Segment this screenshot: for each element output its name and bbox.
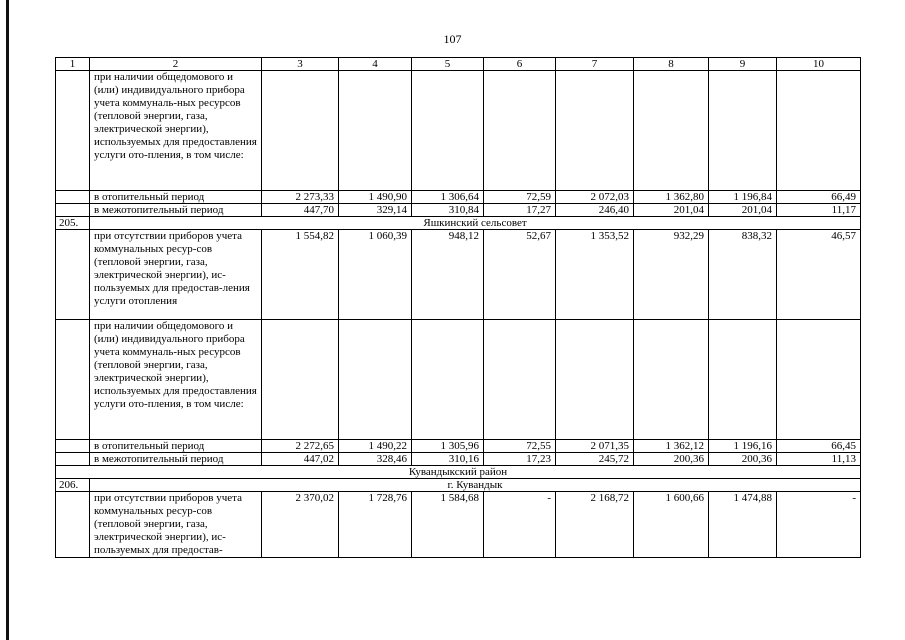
value-cell: 838,32 bbox=[709, 230, 777, 320]
district-row bbox=[56, 466, 861, 479]
value-cell: 1 490,90 bbox=[339, 191, 412, 204]
row-description: при наличии общедомового и (или) индивидуального прибора учета коммуналь-ных ресурсов (тепловой энергии, газа, электрической энергии), используемых для предоставления услуги ото-пления, в том числе: bbox=[90, 71, 262, 191]
value-cell: - bbox=[484, 492, 556, 558]
column-header: 2 bbox=[90, 58, 262, 71]
value-cell: 310,84 bbox=[412, 204, 484, 217]
value-cell bbox=[709, 71, 777, 191]
page-number: 107 bbox=[443, 32, 462, 46]
value-cell: 328,46 bbox=[339, 453, 412, 466]
column-header: 3 bbox=[262, 58, 339, 71]
value-cell: 200,36 bbox=[634, 453, 709, 466]
value-cell: 2 272,65 bbox=[262, 440, 339, 453]
value-cell: 2 072,03 bbox=[556, 191, 634, 204]
value-cell: 72,55 bbox=[484, 440, 556, 453]
table-row bbox=[56, 492, 861, 558]
table-row bbox=[56, 191, 861, 204]
table-row bbox=[56, 440, 861, 453]
value-cell: 246,40 bbox=[556, 204, 634, 217]
value-cell: 52,67 bbox=[484, 230, 556, 320]
value-cell: 1 362,80 bbox=[634, 191, 709, 204]
value-cell: 1 554,82 bbox=[262, 230, 339, 320]
value-cell bbox=[709, 320, 777, 440]
row-description: в межотопительный период bbox=[90, 453, 262, 466]
value-cell: 1 353,52 bbox=[556, 230, 634, 320]
value-cell: 245,72 bbox=[556, 453, 634, 466]
section-title: г. Кувандык bbox=[90, 479, 861, 492]
value-cell: 2 273,33 bbox=[262, 191, 339, 204]
district-title: Кувандыкский район bbox=[56, 466, 861, 479]
row-number-cell bbox=[56, 440, 90, 453]
section-row bbox=[56, 217, 861, 230]
row-description: в отопительный период bbox=[90, 191, 262, 204]
tariff-table bbox=[55, 57, 861, 558]
value-cell: 1 196,16 bbox=[709, 440, 777, 453]
value-cell: 1 584,68 bbox=[412, 492, 484, 558]
row-description: при отсутствии приборов учета коммунальных ресур-сов (тепловой энергии, газа, электрической энергии), ис-пользуемых для предостав- bbox=[90, 492, 262, 558]
value-cell bbox=[412, 320, 484, 440]
value-cell bbox=[339, 71, 412, 191]
value-cell: 11,13 bbox=[777, 453, 861, 466]
value-cell: 201,04 bbox=[709, 204, 777, 217]
column-header: 4 bbox=[339, 58, 412, 71]
value-cell: 1 600,66 bbox=[634, 492, 709, 558]
row-number-cell bbox=[56, 453, 90, 466]
value-cell: 447,02 bbox=[262, 453, 339, 466]
column-header: 9 bbox=[709, 58, 777, 71]
value-cell: 1 306,64 bbox=[412, 191, 484, 204]
value-cell: 11,17 bbox=[777, 204, 861, 217]
value-cell bbox=[634, 320, 709, 440]
value-cell: 200,36 bbox=[709, 453, 777, 466]
row-number-cell bbox=[56, 320, 90, 440]
value-cell: 66,45 bbox=[777, 440, 861, 453]
section-row bbox=[56, 479, 861, 492]
table-row bbox=[56, 320, 861, 440]
row-number-cell bbox=[56, 71, 90, 191]
value-cell: 17,27 bbox=[484, 204, 556, 217]
value-cell bbox=[556, 320, 634, 440]
value-cell: 1 490,22 bbox=[339, 440, 412, 453]
table-row bbox=[56, 453, 861, 466]
table-row bbox=[56, 230, 861, 320]
row-description: в отопительный период bbox=[90, 440, 262, 453]
row-description: в межотопительный период bbox=[90, 204, 262, 217]
column-header-row bbox=[56, 58, 861, 71]
column-header: 10 bbox=[777, 58, 861, 71]
value-cell: 1 474,88 bbox=[709, 492, 777, 558]
row-description: при отсутствии приборов учета коммунальных ресур-сов (тепловой энергии, газа, электрической энергии), ис-пользуемых для предостав-ления услуги отопления bbox=[90, 230, 262, 320]
table-row bbox=[56, 71, 861, 191]
value-cell: 2 168,72 bbox=[556, 492, 634, 558]
value-cell: - bbox=[777, 492, 861, 558]
value-cell bbox=[484, 71, 556, 191]
value-cell: 310,16 bbox=[412, 453, 484, 466]
value-cell: 1 362,12 bbox=[634, 440, 709, 453]
value-cell: 329,14 bbox=[339, 204, 412, 217]
column-header: 7 bbox=[556, 58, 634, 71]
value-cell: 72,59 bbox=[484, 191, 556, 204]
value-cell bbox=[339, 320, 412, 440]
row-number-cell bbox=[56, 204, 90, 217]
value-cell bbox=[556, 71, 634, 191]
row-number-cell bbox=[56, 191, 90, 204]
value-cell: 1 728,76 bbox=[339, 492, 412, 558]
value-cell bbox=[262, 71, 339, 191]
column-header: 8 bbox=[634, 58, 709, 71]
column-header: 6 bbox=[484, 58, 556, 71]
value-cell bbox=[777, 320, 861, 440]
value-cell: 1 305,96 bbox=[412, 440, 484, 453]
value-cell bbox=[262, 320, 339, 440]
column-header: 5 bbox=[412, 58, 484, 71]
value-cell: 447,70 bbox=[262, 204, 339, 217]
page-binding-edge bbox=[6, 0, 9, 640]
value-cell bbox=[412, 71, 484, 191]
value-cell: 66,49 bbox=[777, 191, 861, 204]
column-header: 1 bbox=[56, 58, 90, 71]
table-row bbox=[56, 204, 861, 217]
row-number-cell bbox=[56, 492, 90, 558]
section-title: Яшкинский сельсовет bbox=[90, 217, 861, 230]
value-cell: 932,29 bbox=[634, 230, 709, 320]
row-description: при наличии общедомового и (или) индивидуального прибора учета коммуналь-ных ресурсов (тепловой энергии, газа, электрической энергии), используемых для предоставления услуги ото-пления, в том числе: bbox=[90, 320, 262, 440]
value-cell: 46,57 bbox=[777, 230, 861, 320]
value-cell: 201,04 bbox=[634, 204, 709, 217]
value-cell: 948,12 bbox=[412, 230, 484, 320]
section-number: 206. bbox=[56, 479, 90, 492]
value-cell bbox=[634, 71, 709, 191]
value-cell bbox=[484, 320, 556, 440]
value-cell bbox=[777, 71, 861, 191]
value-cell: 2 370,02 bbox=[262, 492, 339, 558]
value-cell: 2 071,35 bbox=[556, 440, 634, 453]
value-cell: 1 060,39 bbox=[339, 230, 412, 320]
value-cell: 1 196,84 bbox=[709, 191, 777, 204]
value-cell: 17,23 bbox=[484, 453, 556, 466]
section-number: 205. bbox=[56, 217, 90, 230]
row-number-cell bbox=[56, 230, 90, 320]
